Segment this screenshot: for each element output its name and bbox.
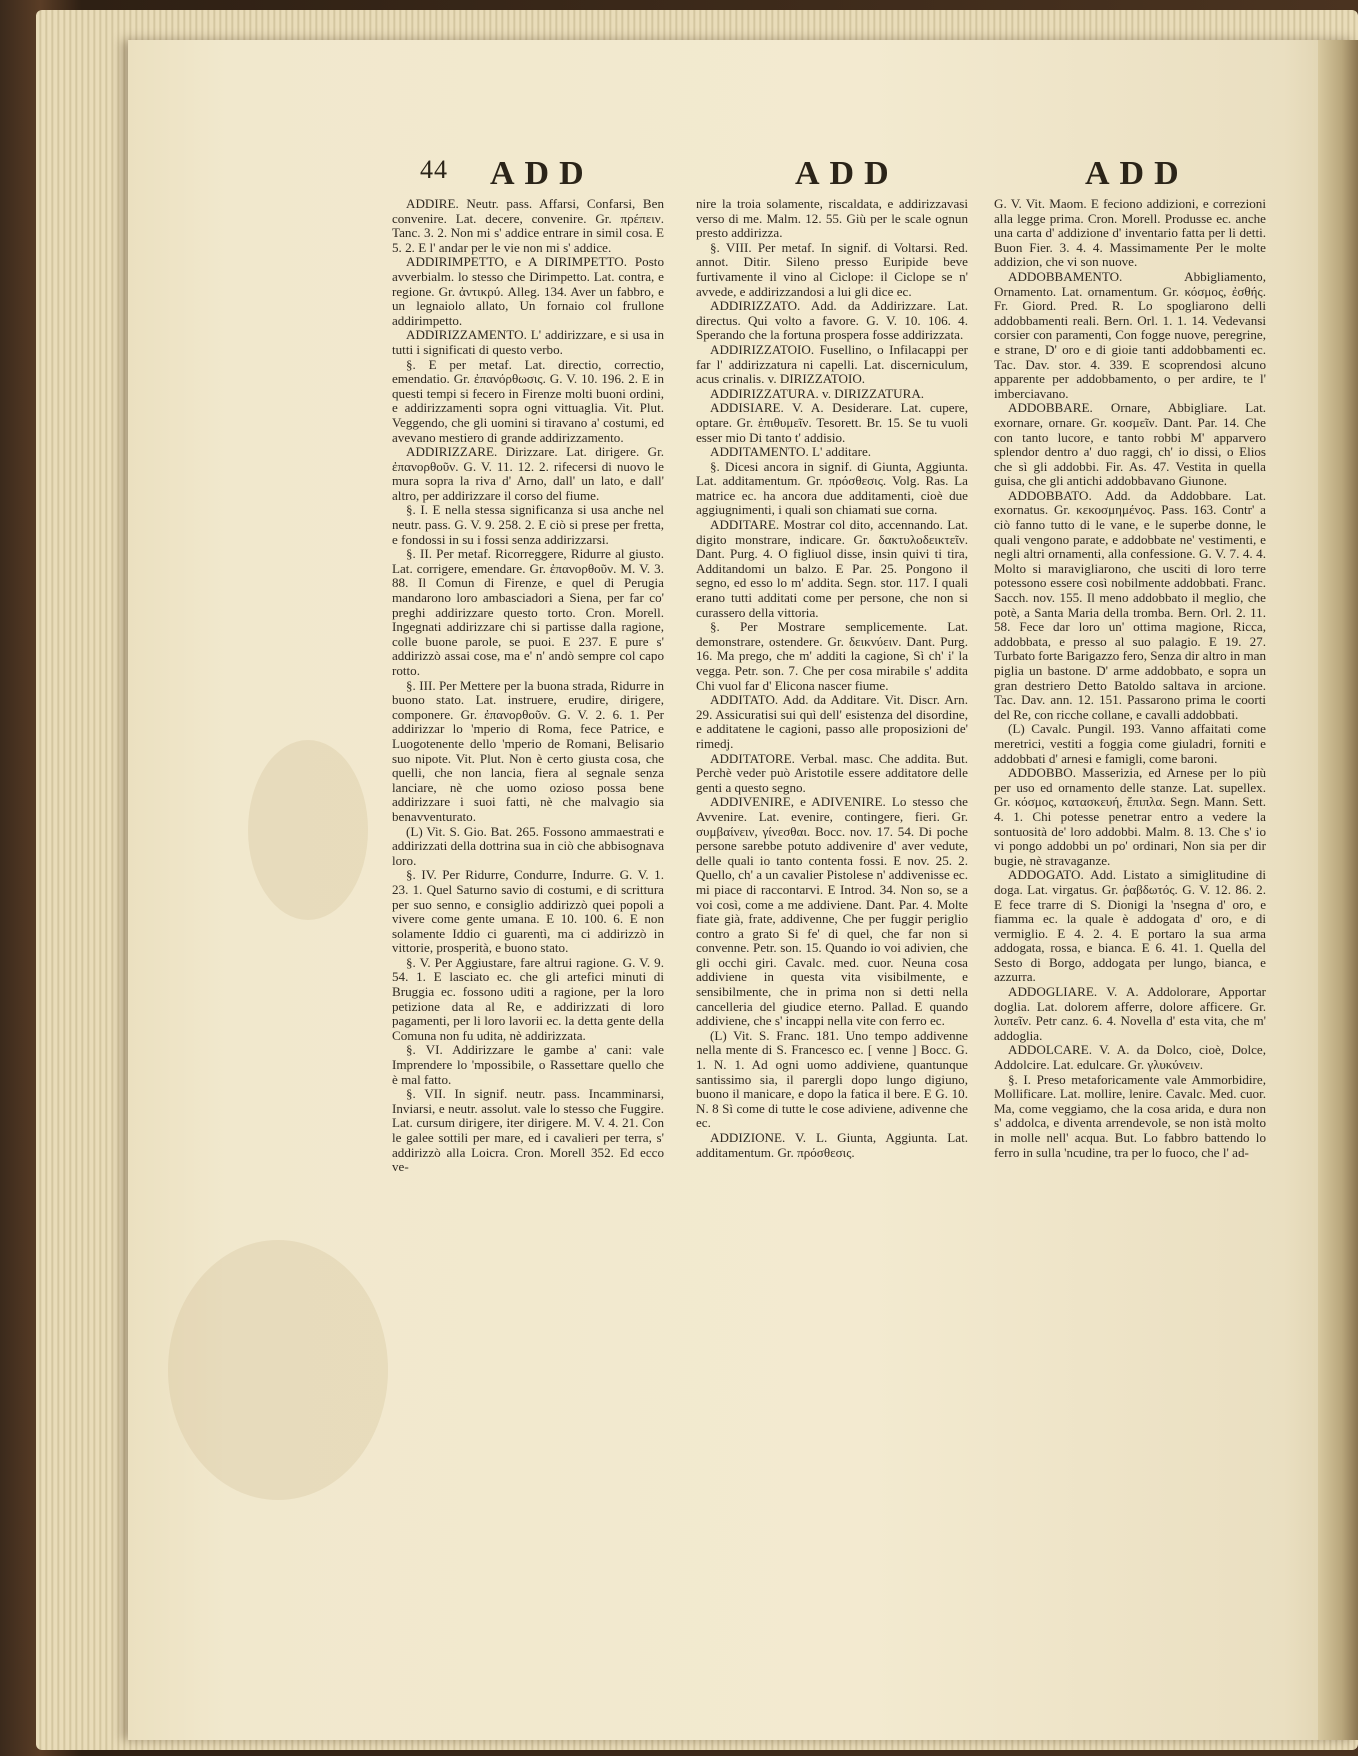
dictionary-entry: (L) Vit. S. Franc. 181. Uno tempo addivenne nella mente di S. Francesco ec. [ venne ] Bocc. G. 1. N. 1. Ad ogni uomo addiviene, quantunque santissimo sia, il parergli dopo lungo digiuno, buono il manicare, e dopo la fatica il bere. E G. 10. N. 8 Sì come di tutte le cose adiviene, adivenne che ec.	[696, 1027, 968, 1131]
dictionary-entry: ADDIRIZZAMENTO. L' addirizzare, e si usa in tutti i significati di questo verbo.	[392, 327, 664, 357]
page-curl	[1318, 40, 1358, 1740]
dictionary-entry: §. VI. Addirizzare le gambe a' cani: vale Imprendere lo 'mpossibile, o Rassettare quello che è mal fatto.	[392, 1042, 664, 1087]
dictionary-entry: ADDITATORE. Verbal. masc. Che addita. But. Perchè veder può Aristotile essere additatore delle genti a questo segno.	[696, 750, 968, 795]
dictionary-entry: ADDOGLIARE. V. A. Addolorare, Apportar doglia. Lat. dolorem afferre, dolore afficere. Gr. λυπεῖν. Petr canz. 6. 4. Novella d' esta vita, che m' addoglia.	[994, 984, 1266, 1043]
dictionary-entry: §. VIII. Per metaf. In signif. di Voltarsi. Red. annot. Ditir. Sileno presso Euripide beve furtivamente il vino al Ciclope: il Ciclope se n' avvede, e addirizzandosi a lui gli dice ec.	[696, 239, 968, 299]
dictionary-entry: ADDOBBATO. Add. da Addobbare. Lat. exornatus. Gr. κεκοσμημένος. Pass. 163. Contr' a ciò fanno tutto di le vane, e le superbe donne, le quali vengono parate, e addobbate ne' vestimenti, e negli altri ornamenti, alla confessione. G. V. 7. 4. 4. Molto si maravigliarono, che usciti di loro terre potessono essere così nobilmente addobbati. Franc. Sacch. nov. 155. Il meno addobbato il meglio, che potè, a Santa Maria della tromba. Bern. Orl. 2. 11. 58. Fece dar loro un' ottima magione, Ricca, addobbata, e presso al suo palagio. E 19. 27. Turbato forte Barigazzo fero, Senza dir altro in man piglia un bastone. D' arme addobbato, e sopra un gran destriero Detto Batoldo saltava in arcione. Tac. Dav. ann. 12. 151. Passarono prima le coorti del Re, con ricche collane, e cavalli addobbati.	[994, 487, 1266, 722]
text-column-3	[994, 197, 1266, 1160]
dictionary-entry: §. Dicesi ancora in signif. di Giunta, Aggiunta. Lat. additamentum. Gr. πρόσθεσις. Volg. Ras. La matrice ec. ha ancora due additamenti, cioè due aggiugnimenti, i quali son chiamati sue corna.	[696, 458, 968, 518]
dictionary-entry: G. V. Vit. Maom. E feciono addizioni, e correzioni alla legge prima. Cron. Morell. Produsse ec. anche una carta d' addizione d' inventario fatta per li detti. Buon Fier. 3. 4. 4. Massimamente Per le molte addizion, che vi son nuove.	[994, 196, 1266, 270]
dictionary-entry: ADDIRIMPETTO, e A DIRIMPETTO. Posto avverbialm. lo stesso che Dirimpetto. Lat. contra, e regione. Gr. ἀντικρύ. Alleg. 134. Aver un fabbro, e un legnaiolo allato, Un fornaio col frullone addirimpetto.	[392, 254, 664, 328]
dictionary-entry: §. II. Per metaf. Ricorreggere, Ridurre al giusto. Lat. corrigere, emendare. Gr. ἐπανορθοῦν. M. V. 3. 88. Il Comun di Firenze, e quel di Perugia mandarono loro ambasciadori a Siena, per far co' preghi addirizzare questo torto. Cron. Morell. Ingegnati addirizzare chi si partisse dalla ragione, colle buone parole, se puoi. E 237. E pure s' addirizzò assai cose, ma e' n' andò sempre col capo rotto.	[392, 546, 664, 678]
page-number: 44	[420, 155, 448, 184]
dictionary-entry: nire la troia solamente, riscaldata, e addirizzavasi verso di me. Malm. 12. 55. Giù per le scale ognun presto addirizza.	[696, 196, 968, 241]
paper-stain	[248, 740, 368, 920]
dictionary-entry: §. IV. Per Ridurre, Condurre, Indurre. G. V. 1. 23. 1. Quel Saturno savio di costumi, e di scrittura per suo senno, e consiglio addirizzò quei popoli a vivere come gente umana. E 10. 100. 6. E non solamente Iddio ci guarentì, ma ci addirizzò in vittorie, prosperità, e buono stato.	[392, 867, 664, 956]
dictionary-entry: ADDIVENIRE, e ADIVENIRE. Lo stesso che Avvenire. Lat. evenire, contingere, fieri. Gr. συμβαίνειν, γίνεσθαι. Bocc. nov. 17. 54. Di poche persone sarebbe potuto addivenire d' aver vedute, delle quali io tanto contenta fossi. E nov. 25. 2. Quello, ch' a un cavalier Pistolese n' addivenisse ec. mi piace di raccontarvi. E Introd. 34. Non so, se a voi così, come a me addiviene. Dant. Par. 4. Molte fiate già, frate, addivenne, Che per fuggir periglio contro a grato Si fe' di quel, che far non si convenne. Petr. son. 15. Quando io voi adivien, che gli occhi giri. Cavalc. med. cuor. Neuna cosa addiviene in questa vita visibilmente, e sensibilmente, che in prima non si detti nella cancelleria del giudice eterno. Pallad. E quando addiviene, che s' incappi nella vite con ferro ec.	[696, 794, 968, 1029]
text-column-1	[392, 197, 664, 1175]
dictionary-entry: ADDITAMENTO. L' additare.	[710, 444, 872, 460]
dictionary-entry: ADDIRIZZARE. Dirizzare. Lat. dirigere. Gr. ἐπανορθοῦν. G. V. 11. 12. 2. rifecersi di nuovo le mura sopra la riva d' Arno, dall' un lato, e dall' altro, per addirizzare il corso del fiume.	[392, 444, 664, 503]
running-header-center: ADD	[795, 155, 899, 192]
dictionary-entry: ADDOBBO. Masserizia, ed Arnese per lo più per uso ed ornamento delle stanze. Lat. supellex. Gr. κόσμος, κατασκευή, ἔπιπλα. Segn. Mann. Sett. 4. 1. Chi potesse penetrar entro a vedere la sontuosità de' loro addobbi. Malm. 8. 13. Che s' io vi pongo addobbi un po' ordinari, Non sia per dir bugie, nè stravaganze.	[994, 765, 1266, 868]
dictionary-entry: ADDOBBAMENTO. Abbigliamento, Ornamento. Lat. ornamentum. Gr. κόσμος, ἐσθής. Fr. Giord. Pred. R. Lo spogliarono delli addobbamenti reali. Bern. Orl. 1. 1. 14. Vedevansi corsier con paramenti, Con fogge nuove, peregrine, e strane, D' oro e di gioie tanti addobbamenti ec. Tac. Dav. stor. 4. 339. E scoprendosi alcuno apparente per addobbamento, o per ardire, te l' imberciavano.	[994, 268, 1266, 401]
dictionary-entry: (L) Cavalc. Pungil. 193. Vanno affaitati come meretrici, vestiti a foggia come giuladri, forniti e addobbati d' arnesi e famigli, come baroni.	[994, 721, 1266, 766]
dictionary-entry: ADDIRIZZATOIO. Fusellino, o Infilacappi per far l' addirizzatura ni capelli. Lat. discerniculum, acus crinalis. v. DIRIZZATOIO.	[696, 341, 968, 387]
dictionary-entry: ADDOGATO. Add. Listato a simiglitudine di doga. Lat. virgatus. Gr. ῥαβδωτός. G. V. 12. 86. 2. E fece trarre di S. Dionigi la 'nsegna d' oro, e fiamma ec. la quale è addogata d' oro, e di vermiglio. E 4. 2. 4. E portaro la sua arma addogata, rossa, e bianca. E 6. 41. 1. Quella del Sesto di Borgo, addogata per lungo, bianca, e azzurra.	[994, 867, 1266, 985]
dictionary-entry: §. III. Per Mettere per la buona strada, Ridurre in buono stato. Lat. instruere, erudire, dirigere, componere. Gr. ἐπανορθοῦν. G. V. 2. 6. 1. Per addirizzar lo 'mperio di Roma, fece Patrice, e Luogotenente dello 'mperio de Romani, Belisario suo nipote. Vit. Plut. Non è certo giusta cosa, che quelli, che non lancia, fiera al segnale senza lanciare, nè che uomo ozioso possa bene addirizzare i suoi fatti, nè che malvagio sia benavventurato.	[392, 677, 664, 824]
dictionary-entry: ADDIRIZZATURA. v. DIRIZZATURA.	[710, 385, 925, 401]
dictionary-entry: ADDISIARE. V. A. Desiderare. Lat. cupere, optare. Gr. ἐπιθυμεῖν. Tesorett. Br. 15. Se tu vuoli esser mio Di tanto t' addisio.	[696, 400, 968, 445]
running-header-right: ADD	[1085, 155, 1189, 192]
dictionary-entry: (L) Vit. S. Gio. Bat. 265. Fossono ammaestrati e addirizzati della dottrina sua in ciò che abbisognava loro.	[392, 823, 664, 868]
dictionary-entry: §. VII. In signif. neutr. pass. Incamminarsi, Inviarsi, e neutr. assolut. vale lo stesso che Fuggire. Lat. cursum dirigere, iter dirigere. M. V. 4. 21. Con le galee sottili per mare, ed i cavalieri per terra, s' addirizzò alla Loicra. Cron. Morell 352. Ed ecco ve-	[392, 1086, 664, 1175]
dictionary-entry: ADDIRE. Neutr. pass. Affarsi, Confarsi, Ben convenire. Lat. decere, convenire. Gr. πρέπειν. Tanc. 3. 2. Non mi s' addice entrare in simil cosa. E 5. 2. E l' andar per le vie non mi s' addice.	[392, 196, 664, 255]
dictionary-entry: ADDIZIONE. V. L. Giunta, Aggiunta. Lat. additamentum. Gr. πρόσθεσις.	[696, 1130, 968, 1160]
paper-stain	[168, 1240, 388, 1500]
running-header-left: ADD	[490, 155, 594, 192]
dictionary-entry: ADDITARE. Mostrar col dito, accennando. Lat. digito monstrare, indicare. Gr. δακτυλοδεικτεῖν. Dant. Purg. 4. O figliuol disse, insin quivi ti tira, Additandomi un balzo. E Par. 25. Pongono il segno, ed esso lo m' addita. Segn. stor. 117. I quali erano tutti additati come per persone, che non si curassero della vittoria.	[696, 517, 968, 620]
text-column-2	[696, 197, 968, 1160]
dictionary-entry: ADDOBBARE. Ornare, Abbigliare. Lat. exornare, ornare. Gr. κοσμεῖν. Dant. Par. 14. Che con tanto lucore, e tanto robbi M' apparvero splendor dentro a' duo raggi, ch' io dissi, o Elios che sì gli addobbi. Fir. As. 47. Vestita in quella guisa, che gli antichi addobbavano Giunone.	[994, 400, 1266, 489]
dictionary-entry: §. V. Per Aggiustare, fare altrui ragione. G. V. 9. 54. 1. E lasciato ec. che gli artefici minuti di Bruggia ec. fossono uditi a ragione, per la loro petizione data al Re, e addirizzati di loro pagamenti, per li loro lavorii ec. la detta gente della Comuna non fu udita, nè addirizzata.	[392, 954, 664, 1043]
dictionary-entry: ADDOLCARE. V. A. da Dolco, cioè, Dolce, Addolcire. Lat. edulcare. Gr. γλυκύνειν.	[994, 1042, 1266, 1073]
dictionary-entry: §. I. Preso metaforicamente vale Ammorbidire, Mollificare. Lat. mollire, lenire. Cavalc. Med. cuor. Ma, come veggiamo, che la cosa arida, e dura non s' addolca, e diventa arrendevole, se non istà molto in molle nell' acqua. But. Lo fabbro battendo lo ferro in sulla 'ncudine, tra per lo fuoco, che l' ad-	[994, 1071, 1266, 1160]
dictionary-entry: §. Per Mostrare semplicemente. Lat. demonstrare, ostendere. Gr. δεικνύειν. Dant. Purg. 16. Ma prego, che m' additi la cagione, Sì ch' i' la vegga. Petr. son. 7. Che per cosa mirabile s' addita Chi vuol far d' Elicona nascer fiume.	[696, 619, 968, 693]
dictionary-entry: ADDITATO. Add. da Additare. Vit. Discr. Arn. 29. Assicuratisi sui quì dell' esistenza del disordine, e additatene le cagioni, passo alle proposizioni de' rimedj.	[696, 692, 968, 751]
dictionary-entry: §. E per metaf. Lat. directio, correctio, emendatio. Gr. ἐπανόρθωσις. G. V. 10. 196. 2. E in questi tempi si fecero in Firenze molti buoni ordini, e addirizzamenti sopra ogni vittuaglia. Vit. Plut. Veggendo, che gli uomini si tiravano a' costumi, ed avevano mestiero di grande addirizzamento.	[392, 356, 664, 445]
dictionary-entry: §. I. E nella stessa significanza si usa anche nel neutr. pass. G. V. 9. 258. 2. E ciò si prese per fretta, e fondossi in su i fossi senza addirizzarsi.	[392, 502, 664, 547]
dictionary-entry: ADDIRIZZATO. Add. da Addirizzare. Lat. directus. Qui volto a favore. G. V. 10. 106. 4. Sperando che la fortuna prospera fosse addirizzata.	[696, 298, 968, 343]
